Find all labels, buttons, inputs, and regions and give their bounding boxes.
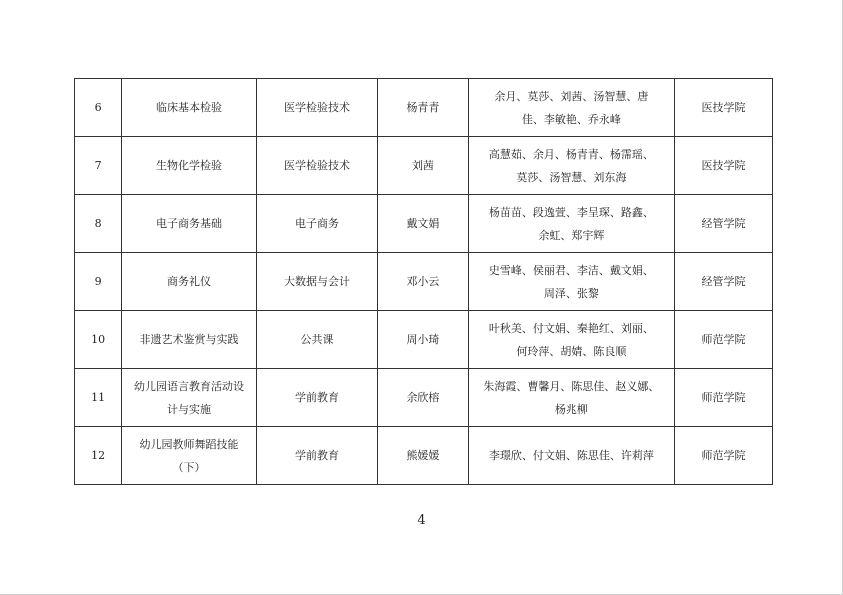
- team-members: 李璟欣、付文娟、陈思佳、许莉萍: [488, 449, 654, 462]
- course-name: 幼儿园语言教育活动设计与实施: [122, 369, 256, 427]
- row-number: 7: [75, 137, 122, 195]
- team-members-cell: [468, 311, 674, 369]
- table-row: [75, 311, 773, 369]
- team-members: 高慧茹、余月、杨青青、杨霈瑶、莫莎、汤智慧、刘东海: [488, 147, 654, 184]
- college-name: 医技学院: [675, 79, 773, 137]
- course-leader: 杨青青: [378, 79, 468, 137]
- team-members: 余月、莫莎、刘茜、汤智慧、唐佳、李敏艳、乔永峰: [494, 89, 649, 126]
- college-name: 师范学院: [675, 369, 773, 427]
- course-leader: 刘茜: [378, 137, 468, 195]
- course-leader: 周小琦: [378, 311, 468, 369]
- major-name: 医学检验技术: [256, 79, 378, 137]
- course-name: 生物化学检验: [122, 137, 256, 195]
- table-row: [75, 79, 773, 137]
- row-number: 12: [75, 427, 122, 485]
- course-leader: 熊媛媛: [378, 427, 468, 485]
- team-members-cell: [468, 137, 674, 195]
- row-number: 9: [75, 253, 122, 311]
- team-members: 史雪峰、侯丽君、李洁、戴文娟、周泽、张黎: [488, 263, 654, 300]
- college-name: 医技学院: [675, 137, 773, 195]
- course-name: 商务礼仪: [122, 253, 256, 311]
- course-name: 非遗艺术鉴赏与实践: [122, 311, 256, 369]
- team-members-cell: [468, 369, 674, 427]
- major-name: 医学检验技术: [256, 137, 378, 195]
- course-leader: 余欣榕: [378, 369, 468, 427]
- row-number: 11: [75, 369, 122, 427]
- major-name: 电子商务: [256, 195, 378, 253]
- team-members-cell: [468, 253, 674, 311]
- row-number: 6: [75, 79, 122, 137]
- college-name: 经管学院: [675, 253, 773, 311]
- course-name: 幼儿园教师舞蹈技能（下）: [122, 427, 256, 485]
- major-name: 大数据与会计: [256, 253, 378, 311]
- major-name: 学前教育: [256, 427, 378, 485]
- row-number: 10: [75, 311, 122, 369]
- major-name: 公共课: [256, 311, 378, 369]
- page-number: 4: [417, 513, 426, 528]
- table-row: [75, 195, 773, 253]
- course-leader: 邓小云: [378, 253, 468, 311]
- team-members-cell: [468, 79, 674, 137]
- row-number: 8: [75, 195, 122, 253]
- team-members-cell: [468, 427, 674, 485]
- course-table: [74, 78, 773, 485]
- table-row: [75, 427, 773, 485]
- table-row: [75, 253, 773, 311]
- college-name: 经管学院: [675, 195, 773, 253]
- table-row: [75, 137, 773, 195]
- course-name: 临床基本检验: [122, 79, 256, 137]
- team-members: 叶秋美、付文娟、秦艳红、刘丽、何玲萍、胡婧、陈良顺: [488, 321, 654, 358]
- course-name: 电子商务基础: [122, 195, 256, 253]
- course-leader: 戴文娟: [378, 195, 468, 253]
- table-row: [75, 369, 773, 427]
- team-members: 杨苗苗、段逸萱、李呈琛、路鑫、余虹、郑宇辉: [488, 205, 654, 242]
- team-members-cell: [468, 195, 674, 253]
- team-members: 朱海霞、曹馨月、陈思佳、赵义娜、杨兆柳: [483, 379, 660, 416]
- college-name: 师范学院: [675, 427, 773, 485]
- college-name: 师范学院: [675, 311, 773, 369]
- major-name: 学前教育: [256, 369, 378, 427]
